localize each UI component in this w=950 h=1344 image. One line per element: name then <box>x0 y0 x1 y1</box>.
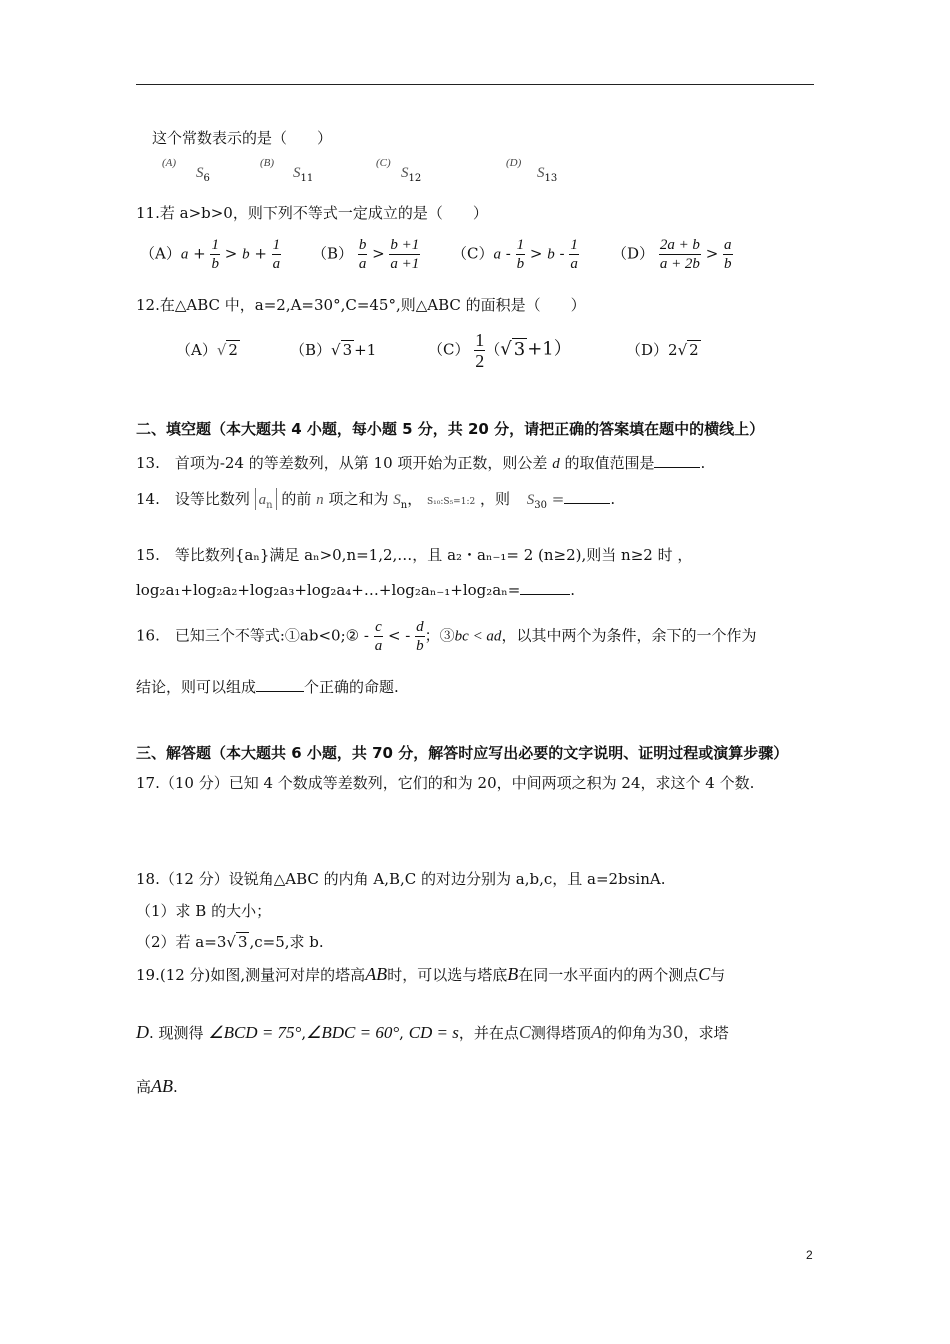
q10-option-d: (D) <box>506 157 522 169</box>
q11-option-b: （B） $\frac{b}{a}$ > $\frac{b +1}{a +1}$ <box>312 237 420 272</box>
q12-option-d: （D）2√ 2 <box>626 341 699 359</box>
q14: 14. 设等比数列 $a_n$ 的前 n 项之和为 $S_n$， S₁₀:S₅=1:2 ，则 $S_{30}$ = . <box>136 490 616 511</box>
q15-line2: log₂a₁+log₂a₂+log₂a₃+log₂a₄+…+log₂aₙ₋₁+log₂aₙ= . <box>136 581 576 599</box>
section-2-heading: 二、填空题（本大题共 4 小题，每小题 5 分，共 20 分，请把正确的答案填在题中的横线上） <box>136 420 765 438</box>
section-3-heading: 三、解答题（本大题共 6 小题，共 70 分，解答时应写出必要的文字说明、证明过程或演算步骤） <box>136 744 789 762</box>
q11-stem: 11.若 a>b>0，则下列不等式一定成立的是（ ） <box>136 204 488 222</box>
q16-line1: 16. 已知三个不等式:①ab<0;② - $\frac{c}{a}$ < - $\frac{d}{b}$ ；③bc < ad，以其中两个为条件，余下的一个作为 <box>136 619 757 654</box>
q10-option-b: (B) <box>260 157 275 169</box>
q19-line2: D. 现测得 ∠BCD = 75°,∠BDC = 60°, CD = s，并在点C测得塔顶A的仰角为30，求塔 <box>136 1022 729 1043</box>
q15-line1: 15. 等比数列{aₙ}满足 aₙ>0,n=1,2,…，且 a₂・aₙ₋₁= 2 (n≥2),则当 n≥2 时 ， <box>136 546 693 564</box>
header-rule <box>136 84 814 85</box>
q18-stem: 18.（12 分）设锐角△ABC 的内角 A,B,C 的对边分别为 a,b,c，且 a=2bsinA. <box>136 870 666 888</box>
q13: 13. 首项为-24 的等差数列，从第 10 项开始为正数，则公差 d 的取值范围是 . <box>136 454 706 472</box>
q10-option-b-value: $S_{11}$ <box>293 165 314 184</box>
q12-stem: 12.在△ABC 中，a=2,A=30°,C=45°,则△ABC 的面积是（ ） <box>136 296 586 314</box>
q11-option-a: （A）a + $\frac{1}{b}$ > b + $\frac{1}{a}$ <box>140 237 281 272</box>
q10-option-a: (A) <box>162 157 177 169</box>
q17: 17.（10 分）已知 4 个数成等差数列，它们的和为 20，中间两项之积为 24，求这个 4 个数. <box>136 774 755 792</box>
q10-option-c: (C) <box>376 157 391 169</box>
q18-part2: （2）若 a=3√ 3 ,c=5,求 b. <box>136 933 324 951</box>
q11-option-d: （D） $\frac{2a + b}{a + 2b}$ > $\frac{a}{b}$ <box>612 237 732 272</box>
q12-option-a: （A）√ 2 <box>176 341 238 359</box>
q18-part1: （1）求 B 的大小； <box>136 902 272 920</box>
q19-line1: 19.(12 分)如图,测量河对岸的塔高AB时，可以选与塔底B在同一水平面内的两个测点C与 <box>136 964 726 984</box>
q10-option-c-value: $S_{12}$ <box>401 165 422 184</box>
q11-option-c: （C）a - $\frac{1}{b}$ > b - $\frac{1}{a}$ <box>452 237 578 272</box>
q16-line2: 结论，则可以组成 个正确的命题. <box>136 678 399 696</box>
q12-option-b: （B）√ 3 +1 <box>290 341 377 359</box>
page-number: 2 <box>806 1248 813 1262</box>
q10-stem: 这个常数表示的是（ ） <box>152 129 333 147</box>
q10-option-a-value: $S_6$ <box>196 165 210 184</box>
q10-option-d-value: $S_{13}$ <box>537 165 558 184</box>
q12-option-c: （C） $\frac{1}{2}$ （√ 3 +1） <box>428 330 572 371</box>
q19-line3: 高AB. <box>136 1076 178 1096</box>
